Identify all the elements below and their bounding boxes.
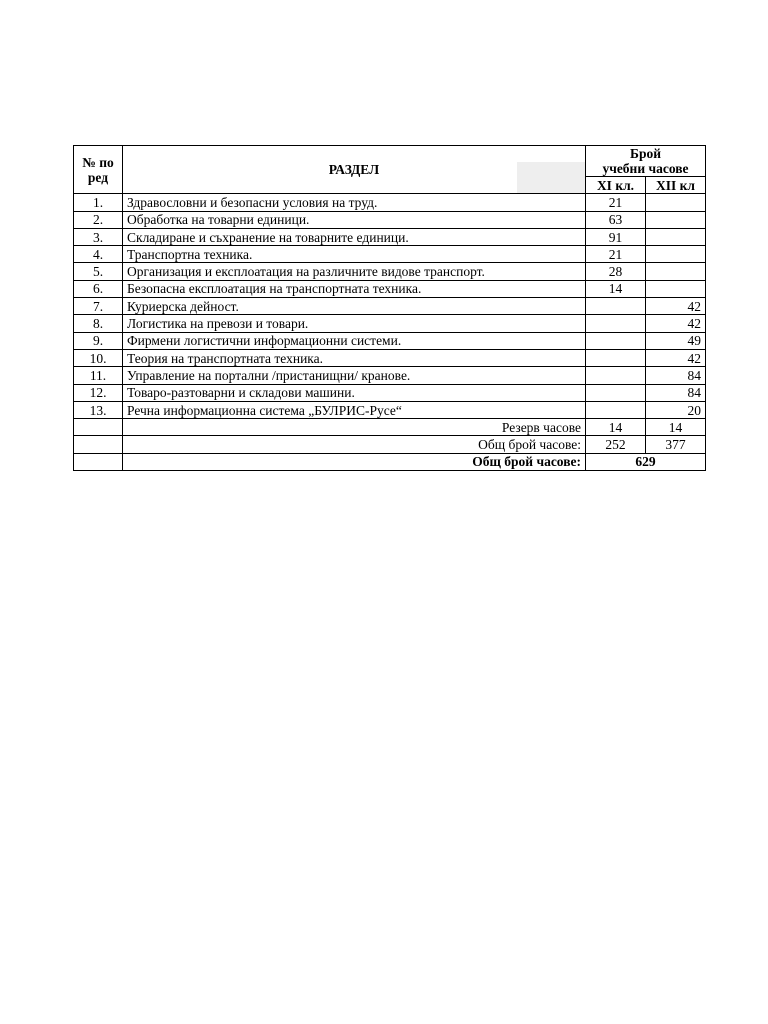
reserve-xi: 14: [586, 419, 646, 436]
row-hours-xi: [586, 367, 646, 384]
row-hours-xi: 21: [586, 246, 646, 263]
header-hours-line1: Брой: [630, 146, 661, 161]
row-hours-xi: [586, 315, 646, 332]
row-hours-xi: 63: [586, 211, 646, 228]
row-number: 6.: [74, 280, 123, 297]
row-hours-xii: 49: [646, 332, 706, 349]
row-number: 1.: [74, 194, 123, 211]
row-section: Куриерска дейност.: [123, 298, 586, 315]
header-shading: [517, 162, 585, 194]
row-hours-xii: [646, 228, 706, 245]
header-class-xi: XI кл.: [586, 177, 646, 194]
row-hours-xi: 21: [586, 194, 646, 211]
row-number: 5.: [74, 263, 123, 280]
header-num-line1: № по: [82, 154, 114, 170]
row-hours-xii: [646, 194, 706, 211]
header-row: [74, 146, 706, 177]
table-row: [74, 315, 706, 332]
row-number: 8.: [74, 315, 123, 332]
row-hours-xii: [646, 211, 706, 228]
row-section: Речна информационна система „БУЛРИС-Русе“: [123, 401, 586, 418]
row-hours-xi: [586, 349, 646, 366]
row-hours-xi: 91: [586, 228, 646, 245]
table-body: [74, 194, 706, 419]
row-number: 3.: [74, 228, 123, 245]
subtotal-xii: 377: [646, 436, 706, 453]
header-section-label: РАЗДЕЛ: [328, 162, 380, 178]
row-number: 10.: [74, 349, 123, 366]
row-hours-xi: 14: [586, 280, 646, 297]
total-row: [74, 453, 706, 470]
row-hours-xii: [646, 246, 706, 263]
row-hours-xi: 28: [586, 263, 646, 280]
total-label: Общ брой часове:: [123, 453, 586, 470]
row-hours-xi: [586, 332, 646, 349]
header-class-xii: XII кл: [646, 177, 706, 194]
row-hours-xii: 84: [646, 384, 706, 401]
row-section: Организация и експлоатация на различните видове транспорт.: [123, 263, 586, 280]
table-row: [74, 349, 706, 366]
table-row: [74, 280, 706, 297]
row-number: 13.: [74, 401, 123, 418]
row-section: Здравословни и безопасни условия на труд.: [123, 194, 586, 211]
row-hours-xii: [646, 280, 706, 297]
row-number: 7.: [74, 298, 123, 315]
row-number: 11.: [74, 367, 123, 384]
row-number: 9.: [74, 332, 123, 349]
row-hours-xii: 42: [646, 298, 706, 315]
header-hours: [586, 146, 706, 177]
row-hours-xi: [586, 298, 646, 315]
reserve-row: [74, 419, 706, 436]
row-section: Транспортна техника.: [123, 246, 586, 263]
row-section: Теория на транспортната техника.: [123, 349, 586, 366]
reserve-empty-cell: [74, 419, 123, 436]
row-hours-xii: 84: [646, 367, 706, 384]
curriculum-hours-table: [73, 145, 706, 471]
row-section: Товаро-разтоварни и складови машини.: [123, 384, 586, 401]
subtotal-label: Общ брой часове:: [123, 436, 586, 453]
total-empty-cell: [74, 453, 123, 470]
subtotal-empty-cell: [74, 436, 123, 453]
header-hours-line2: учебни часове: [602, 161, 689, 176]
row-hours-xii: 42: [646, 315, 706, 332]
row-section: Складиране и съхранение на товарните единици.: [123, 228, 586, 245]
table-row: [74, 367, 706, 384]
table-row: [74, 298, 706, 315]
header-row-number: [74, 146, 123, 194]
row-section: Фирмени логистични информационни системи.: [123, 332, 586, 349]
subtotal-row: [74, 436, 706, 453]
table-row: [74, 228, 706, 245]
row-number: 4.: [74, 246, 123, 263]
row-hours-xi: [586, 384, 646, 401]
table-row: [74, 263, 706, 280]
total-value: 629: [586, 453, 706, 470]
header-section: [123, 146, 586, 194]
row-section: Логистика на превози и товари.: [123, 315, 586, 332]
reserve-label: Резерв часове: [123, 419, 586, 436]
table-row: [74, 401, 706, 418]
header-num-line2: ред: [87, 169, 109, 185]
row-number: 2.: [74, 211, 123, 228]
row-hours-xii: [646, 263, 706, 280]
table-row: [74, 194, 706, 211]
table-row: [74, 211, 706, 228]
table-row: [74, 332, 706, 349]
table-row: [74, 246, 706, 263]
row-hours-xi: [586, 401, 646, 418]
row-section: Безопасна експлоатация на транспортната техника.: [123, 280, 586, 297]
row-hours-xii: 42: [646, 349, 706, 366]
row-section: Обработка на товарни единици.: [123, 211, 586, 228]
reserve-xii: 14: [646, 419, 706, 436]
row-number: 12.: [74, 384, 123, 401]
subtotal-xi: 252: [586, 436, 646, 453]
table-row: [74, 384, 706, 401]
row-hours-xii: 20: [646, 401, 706, 418]
row-section: Управление на портални /пристанищни/ кранове.: [123, 367, 586, 384]
